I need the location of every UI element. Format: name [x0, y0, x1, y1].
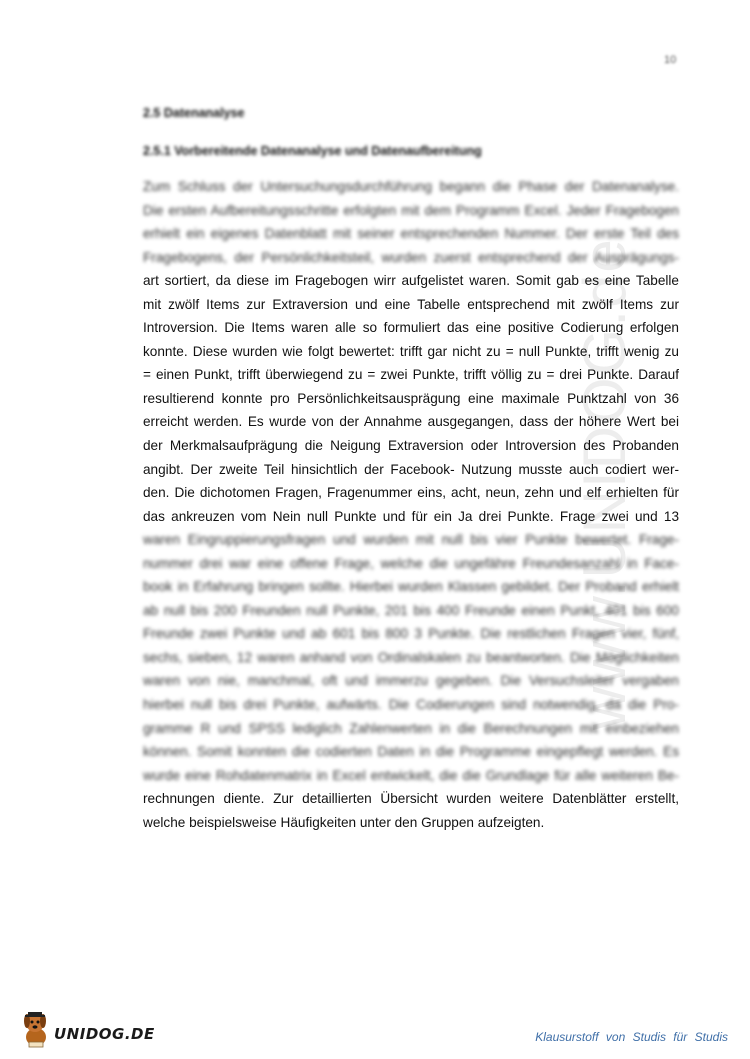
logo-text: UNIDOG.DE — [54, 1025, 155, 1043]
text-line: können. Somit konnten die codierten Daten in die Programme eingepflegt werden. Es — [143, 744, 679, 760]
text-line: mit zwölf Items zur Extraversion und eine Tabelle entsprechend mit zwölf Items zur — [143, 296, 679, 312]
text-line: art sortiert, da diese im Fragebogen wirr aufgelistet waren. Somit gab es eine Tabelle — [143, 273, 679, 289]
dog-mascot-icon — [20, 1009, 52, 1049]
text-line: = einen Punkt, trifft überwiegend zu = zwei Punkte, trifft völlig zu = drei Punkte. Darauf — [143, 367, 679, 383]
page-number: 10 — [664, 54, 677, 66]
text-line: Zum Schluss der Untersuchungsdurchführung begann die Phase der Datenanalyse. — [143, 179, 679, 194]
text-line: angibt. Der zweite Teil hinsichtlich der Facebook- Nutzung musste auch codiert wer- — [143, 461, 679, 477]
text-line: Introversion. Die Items waren alle so formuliert das eine positive Codierung erfolgen — [143, 320, 679, 336]
text-line: Freunde zwei Punkte und ab 601 bis 800 3 Punkte. Die restlichen Fragen vier, fünf, — [143, 626, 679, 642]
text-line: welche beispielsweise Häufigkeiten unter den Gruppen aufzeigten. — [143, 814, 545, 830]
subsection-heading: 2.5.1 Vorbereitende Datenanalyse und Datenaufbereitung — [143, 144, 482, 158]
text-line: das ankreuzen vom Nein null Punkte und für ein Ja drei Punkte. Frage zwei und 13 — [143, 508, 679, 524]
text-line: nummer drei war eine offene Frage, welche die ungefähre Freundesanzahl in Face- — [143, 555, 679, 571]
section-heading: 2.5 Datenanalyse — [143, 106, 245, 120]
text-line: erhielt ein eigenes Datenblatt mit seiner entsprechenden Nummer. Der erste Teil des — [143, 226, 679, 242]
text-line: konnte. Diese wurden wie folgt bewertet: trifft gar nicht zu = null Punkte, trifft wenig zu — [143, 343, 679, 359]
text-line: book in Erfahrung bringen sollte. Hierbei wurden Klassen gebildet. Der Proband erhielt — [143, 579, 679, 595]
text-line: Die ersten Aufbereitungsschritte erfolgten mit dem Programm Excel. Jeder Fragebogen — [143, 202, 679, 218]
watermark: www.UNIDOG.de — [571, 237, 638, 730]
footer-logo[interactable] — [20, 1005, 155, 1049]
text-line: sechs, sieben, 12 waren anhand von Ordinalskalen zu beantworten. Die Möglichkeiten — [143, 649, 679, 665]
text-line: erreicht werden. Es wurde von der Annahme ausgegangen, dass der höhere Wert bei — [143, 414, 679, 430]
text-line: gramme R und SPSS lediglich Zahlenwerten in die Berechnungen mit einbeziehen — [143, 720, 679, 736]
text-line: waren Eingruppierungsfragen und wurden mit null bis vier Punkte bewertet. Frage- — [143, 532, 679, 548]
text-line: resultierend konnte pro Persönlichkeitsausprägung eine maximale Punktzahl von 36 — [143, 390, 679, 406]
text-line: hierbei null bis drei Punkte, aufwärts. Die Codierungen sind notwendig, da die Pro- — [143, 697, 679, 713]
text-line: ab null bis 200 Freunden null Punkte, 201 bis 400 Freunde einen Punkt, 401 bis 600 — [143, 602, 679, 618]
text-line: wurde eine Rohdatenmatrix in Excel entwickelt, die die Grundlage für alle weiteren Be- — [143, 767, 679, 783]
text-line: waren von nie, manchmal, oft und immerzu gegeben. Die Versuchsleiter vergaben — [143, 673, 679, 689]
footer-tagline: Klausurstoff von Studis für Studis — [535, 1030, 728, 1044]
text-line: der Merkmalsaufprägung die Neigung Extraversion oder Introversion des Probanden — [143, 438, 679, 454]
text-line: Fragebogens, der Persönlichkeitsteil, wurden zuerst entsprechend der Ausprägungs- — [143, 249, 679, 265]
text-line: rechnungen diente. Zur detaillierten Übersicht wurden weitere Datenblätter erstellt, — [143, 791, 679, 807]
text-line: den. Die dichotomen Fragen, Fragenummer eins, acht, neun, zehn und elf erhielten für — [143, 485, 679, 501]
